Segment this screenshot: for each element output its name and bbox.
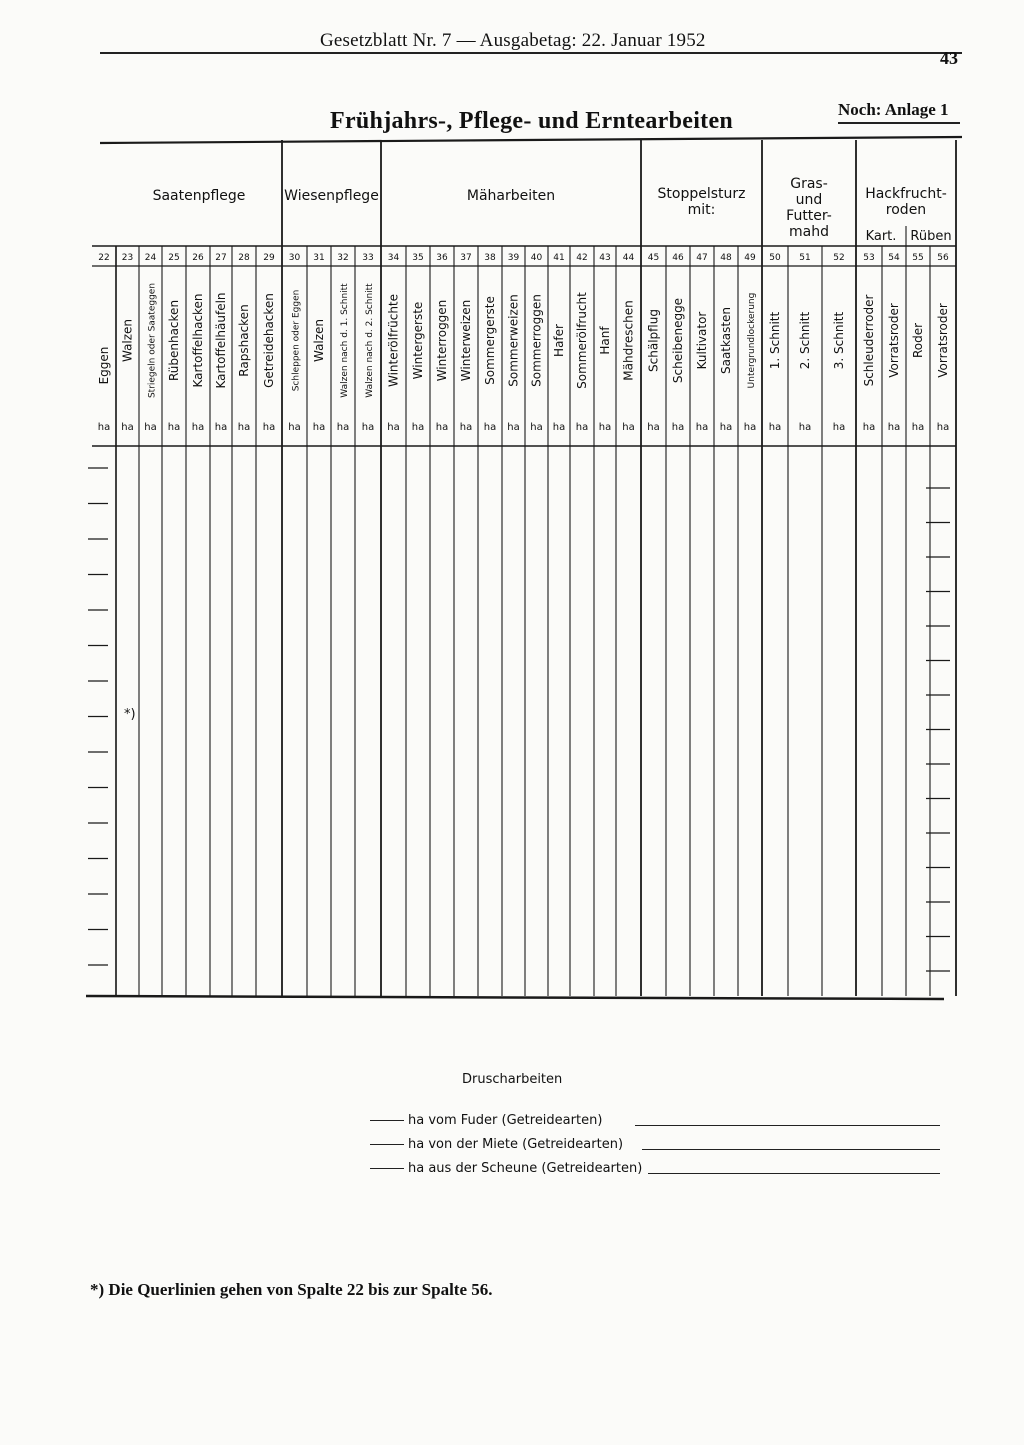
- unit-label: ha: [743, 422, 757, 433]
- column-number: 29: [263, 253, 275, 263]
- unit-label: ha: [361, 422, 375, 433]
- group-label: Hackfrucht-: [865, 186, 947, 202]
- column-number: 28: [238, 253, 250, 263]
- column-number: 33: [362, 253, 374, 263]
- column-label: Sommerölfrucht: [575, 292, 589, 389]
- unit-label: ha: [530, 422, 543, 433]
- column-label: Schleppen oder Eggen: [291, 289, 302, 392]
- column-label: 1. Schnitt: [768, 311, 782, 370]
- unit-label: ha: [167, 422, 181, 433]
- column-number: 39: [507, 253, 520, 263]
- column-label: Walzen: [312, 318, 326, 363]
- unit-label: ha: [862, 422, 876, 433]
- unit-label: ha: [887, 422, 901, 433]
- blank-fill: [648, 1173, 940, 1174]
- unit-label: ha: [459, 422, 473, 433]
- column-label: Rübenhacken: [167, 299, 181, 382]
- threshing-line-barn: [370, 1161, 950, 1181]
- unit-label: ha: [719, 422, 733, 433]
- column-label: Wintergerste: [411, 301, 425, 380]
- group-label: mahd: [789, 224, 829, 240]
- column-number: 42: [576, 253, 588, 263]
- column-label: Hanf: [598, 326, 612, 355]
- footnote: *) Die Querlinien gehen von Spalte 22 bis zur Spalte 56.: [90, 1280, 493, 1299]
- unit-label: ha: [575, 422, 589, 433]
- column-label: Kartoffelhacken: [191, 293, 205, 388]
- column-number: 53: [863, 253, 875, 263]
- column-label: Untergrundlockerung: [747, 292, 757, 389]
- column-number: 38: [484, 253, 496, 263]
- column-number: 40: [530, 253, 543, 263]
- table-bottom-rule: [86, 996, 944, 999]
- unit-label: ha: [191, 422, 205, 433]
- column-number: 37: [460, 253, 472, 263]
- column-number: 50: [769, 253, 781, 263]
- blank-fill: [642, 1149, 940, 1150]
- column-number: 31: [313, 253, 325, 263]
- column-label: Striegeln oder Saateggen: [147, 282, 158, 399]
- column-number: 27: [215, 253, 227, 263]
- row-marker: *): [124, 707, 136, 722]
- unit-label: ha: [144, 422, 157, 433]
- threshing-line-stack: [370, 1137, 950, 1157]
- column-label: Kultivator: [695, 311, 709, 370]
- unit-label: ha: [911, 422, 925, 433]
- column-number: 45: [647, 253, 660, 263]
- group-label: Mäharbeiten: [466, 188, 556, 204]
- column-label: Vorratsroder: [936, 303, 950, 378]
- column-number: 46: [672, 253, 684, 263]
- unit-label: ha: [336, 422, 350, 433]
- column-label: Walzen nach d. 2. Schnitt: [365, 283, 375, 398]
- column-label: Winterroggen: [435, 299, 449, 382]
- blank-fill: [635, 1125, 940, 1126]
- column-number: 43: [599, 253, 611, 263]
- unit-label: ha: [312, 422, 326, 433]
- annex-label: Noch: Anlage 1: [838, 100, 949, 119]
- unit-label: ha: [695, 422, 709, 433]
- group-label: mit:: [687, 202, 716, 218]
- group-label: und: [795, 192, 823, 208]
- column-number: 51: [799, 253, 811, 263]
- column-label: Schleuderroder: [862, 294, 876, 387]
- unit-label: ha: [483, 422, 497, 433]
- column-number: 54: [888, 253, 900, 263]
- unit-label: ha: [768, 422, 782, 433]
- unit-label: ha: [288, 422, 301, 433]
- column-label: Getreidehacken: [262, 293, 276, 388]
- unit-label: ha: [121, 422, 134, 433]
- unit-label: ha: [598, 422, 612, 433]
- column-label: Hafer: [552, 324, 566, 357]
- column-number: 35: [412, 253, 424, 263]
- unit-label: ha: [798, 422, 812, 433]
- column-number: 44: [622, 253, 635, 263]
- column-number: 25: [168, 253, 180, 263]
- unit-label: ha: [237, 422, 251, 433]
- column-number: 56: [937, 253, 949, 263]
- column-label: Sommergerste: [483, 296, 497, 385]
- column-number: 34: [387, 253, 400, 263]
- column-number: 49: [744, 253, 756, 263]
- unit-label: ha: [647, 422, 660, 433]
- column-label: Saatkasten: [719, 306, 733, 375]
- threshing-line-label: ha vom Fuder (Getreidearten): [408, 1113, 603, 1128]
- unit-label: ha: [622, 422, 635, 433]
- group-label: Saatenpflege: [152, 188, 246, 204]
- column-number: 26: [192, 253, 204, 263]
- unit-label: ha: [97, 422, 111, 433]
- column-number: 55: [912, 253, 924, 263]
- unit-label: ha: [262, 422, 276, 433]
- column-label: Winterölfrüchte: [386, 293, 401, 388]
- unit-label: ha: [214, 422, 228, 433]
- blank-dash: [370, 1168, 404, 1169]
- column-number: 48: [720, 253, 732, 263]
- unit-label: ha: [936, 422, 950, 433]
- column-number: 32: [337, 253, 349, 263]
- group-label: Futter-: [786, 208, 832, 224]
- column-number: 52: [833, 253, 845, 263]
- gazette-header: Gesetzblatt Nr. 7 — Ausgabetag: 22. Januar 1952: [320, 30, 706, 51]
- column-label: 3. Schnitt: [832, 311, 846, 370]
- column-number: 41: [553, 253, 565, 263]
- column-number: 24: [144, 253, 157, 263]
- threshing-title: Druscharbeiten: [462, 1072, 563, 1087]
- column-label: Winterweizen: [459, 299, 473, 382]
- threshing-line-label: ha von der Miete (Getreidearten): [408, 1137, 624, 1152]
- unit-label: ha: [552, 422, 566, 433]
- group-label: Wiesenpflege: [284, 188, 379, 204]
- unit-label: ha: [832, 422, 846, 433]
- column-label: Walzen: [120, 318, 135, 363]
- column-number: 47: [696, 253, 708, 263]
- column-label: Roder: [911, 322, 925, 359]
- group-label: roden: [885, 202, 927, 218]
- column-label: Mähdreschen: [621, 300, 636, 381]
- table-top-rule: [100, 137, 962, 143]
- unit-label: ha: [387, 422, 400, 433]
- group-label: Gras-: [790, 176, 828, 192]
- blank-dash: [370, 1144, 404, 1145]
- column-label: Kartoffelhäufeln: [214, 292, 228, 389]
- column-label: Eggen: [97, 346, 111, 385]
- unit-label: ha: [671, 422, 685, 433]
- column-label: Schälpflug: [646, 309, 661, 372]
- column-label: Walzen nach d. 1. Schnitt: [340, 283, 350, 398]
- column-label: Rapshacken: [237, 304, 251, 377]
- form-title: Frühjahrs-, Pflege- und Erntearbeiten: [330, 108, 734, 134]
- page-number: 43: [940, 48, 958, 68]
- column-number: 22: [98, 253, 110, 263]
- unit-label: ha: [507, 422, 520, 433]
- column-label: Vorratsroder: [887, 303, 901, 378]
- column-number: 23: [121, 253, 134, 263]
- group-label: Stoppelsturz: [657, 186, 746, 202]
- column-label: Sommerroggen: [529, 294, 544, 387]
- threshing-line-cart: [370, 1113, 950, 1133]
- unit-label: ha: [435, 422, 449, 433]
- column-number: 30: [288, 253, 301, 263]
- unit-label: ha: [411, 422, 425, 433]
- column-label: Sommerweizen: [506, 294, 521, 387]
- column-number: 36: [436, 253, 448, 263]
- blank-dash: [370, 1120, 404, 1121]
- threshing-line-label: ha aus der Scheune (Getreidearten): [408, 1161, 643, 1176]
- sub-label-kart: Kart.: [865, 229, 897, 244]
- sub-label-rueben: Rüben: [910, 229, 952, 244]
- column-label: 2. Schnitt: [798, 311, 812, 370]
- column-label: Scheibenegge: [671, 297, 685, 384]
